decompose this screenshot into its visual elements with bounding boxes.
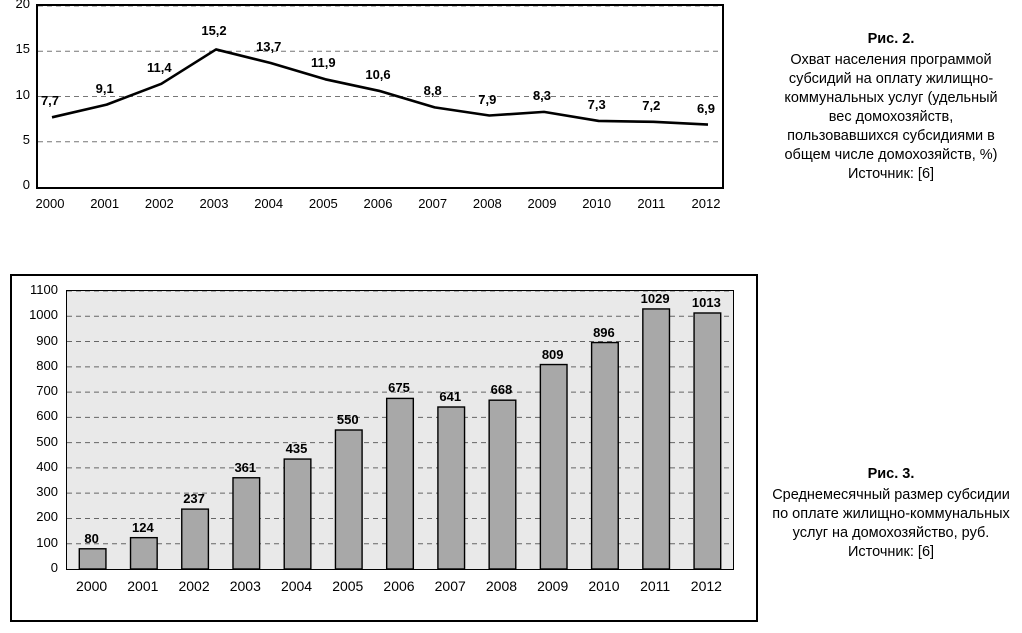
figure-2-x-tick: 2012 [691, 196, 721, 211]
figure-3-x-tick: 2006 [383, 578, 415, 594]
figure-3-y-tick: 400 [36, 458, 58, 474]
figure-3-data-label: 361 [234, 459, 257, 475]
figure-2-y-tick: 15 [15, 41, 30, 57]
figure-2-data-label: 9,1 [95, 80, 114, 96]
figure-3-data-label: 809 [541, 346, 564, 362]
figure-3-bar [182, 509, 209, 569]
figure-3-bar [79, 549, 106, 569]
figure-3-data-label: 896 [593, 324, 615, 340]
figure-2-data-label: 11,9 [311, 55, 336, 71]
figure-3-y-tick: 800 [36, 357, 58, 373]
figure-3-frame [10, 274, 758, 622]
figure-3-x-tick: 2011 [640, 578, 671, 594]
figure-2-x-tick: 2001 [90, 196, 120, 211]
figure-3-data-label: 1013 [691, 294, 721, 310]
figure-2-caption-text: Охват населения программой субсидий на оплату жилищно-коммунальных услуг (удельный вес домохозяйств, пользовавшихся субсидиями в общем числе домохозяйств, %) [784, 52, 998, 163]
figure-2-x-tick: 2007 [418, 196, 448, 211]
figure-3-data-label: 124 [131, 519, 154, 535]
figure-2-svg [38, 6, 722, 187]
figure-2-caption [772, 30, 1010, 184]
figure-3-bar [643, 309, 670, 569]
figure-3-bar [131, 538, 158, 569]
figure-2-x-tick: 2003 [199, 196, 229, 211]
figure-2-y-tick: 20 [15, 0, 30, 11]
figure-2-x-tick: 2002 [144, 196, 174, 211]
figure-3-data-label: 668 [490, 382, 513, 398]
figure-3-x-tick: 2000 [76, 578, 108, 594]
figure-3-y-tick: 0 [50, 560, 58, 575]
figure-2-x-tick: 2010 [582, 196, 612, 211]
figure-2-x-tick: 2008 [472, 196, 502, 211]
figure-2-plot-area [36, 4, 724, 189]
figure-2-y-tick: 5 [22, 131, 30, 147]
figure-2-data-label: 6,9 [696, 100, 716, 116]
figure-3-bar [489, 400, 516, 569]
figure-3-y-tick: 600 [36, 408, 58, 424]
figure-3-data-label: 1029 [640, 290, 670, 306]
figure-3-bar [438, 407, 465, 569]
figure-3-data-label: 550 [336, 412, 359, 427]
figure-3-bar [284, 459, 311, 569]
figure-3-y-tick: 200 [36, 509, 58, 525]
figure-3-x-tick: 2001 [127, 578, 159, 594]
figure-3-y-tick: 700 [36, 383, 58, 399]
figure-2-x-tick: 2005 [308, 196, 338, 211]
figure-3-x-tick: 2007 [434, 578, 466, 594]
figure-2-x-tick: 2006 [363, 196, 393, 211]
figure-2-data-label: 10,6 [365, 67, 391, 83]
figure-3-caption-text: Среднемесячный размер субсидии по оплате жилищно-коммунальных услуг на домохозяйство, руб. [772, 487, 1010, 541]
figure-3-chart [0, 268, 760, 626]
figure-2-data-label: 11,4 [147, 59, 172, 75]
figure-2-y-tick: 0 [22, 177, 30, 192]
figure-3-x-tick: 2002 [178, 578, 210, 594]
figure-2-data-label: 13,7 [256, 39, 282, 54]
figure-2-x-tick: 2009 [527, 196, 557, 211]
figure-3-x-tick: 2012 [690, 578, 722, 594]
figure-2-caption-title: Рис. 2. [867, 31, 915, 47]
figure-2-x-tick: 2000 [35, 196, 65, 211]
figure-2-x-tick: 2011 [637, 196, 666, 211]
figure-3-x-tick: 2009 [537, 578, 569, 594]
figure-3-x-tick: 2003 [229, 578, 261, 594]
figure-3-x-tick: 2005 [332, 578, 364, 594]
figure-2-data-label: 7,7 [40, 93, 60, 109]
figure-3-caption-title: Рис. 3. [867, 466, 915, 482]
figure-2-data-label: 7,2 [642, 97, 661, 113]
figure-3-data-label: 641 [439, 389, 462, 404]
figure-3-y-tick: 500 [36, 433, 58, 449]
figure-2-data-label: 7,9 [478, 91, 497, 107]
figure-3-bar [233, 478, 260, 569]
figure-3-y-tick: 900 [36, 332, 58, 348]
figure-2-chart [0, 0, 760, 225]
figure-2-x-tick: 2004 [254, 196, 284, 211]
figure-3-data-label: 237 [183, 491, 205, 507]
figure-3-bar [335, 430, 362, 569]
figure-3-x-tick: 2008 [485, 578, 518, 594]
figure-2-data-label: 8,8 [423, 83, 442, 99]
figure-3-bar [694, 313, 721, 569]
figure-2-caption-source: Источник: [6] [847, 166, 935, 182]
figure-3-y-tick: 100 [36, 534, 58, 550]
figure-3-data-label: 80 [84, 530, 99, 546]
figure-3-x-tick: 2004 [280, 578, 313, 594]
figure-3-y-tick: 1000 [29, 307, 58, 323]
figure-3-bar [540, 365, 567, 569]
figure-3-caption-source: Источник: [6] [847, 544, 935, 560]
figure-3-x-tick: 2010 [588, 578, 620, 594]
figure-2-y-tick: 10 [15, 86, 30, 102]
figure-2-data-label: 15,2 [201, 23, 227, 39]
figure-2-data-label: 8,3 [532, 87, 552, 103]
figure-2-data-label: 7,3 [587, 96, 606, 112]
figure-3-y-tick: 300 [36, 484, 58, 500]
figure-3-data-label: 675 [388, 380, 410, 396]
figure-3-bar [592, 343, 619, 569]
figure-3-data-label: 435 [285, 441, 308, 457]
figure-3-bar-series [79, 309, 720, 569]
figure-3-caption [772, 465, 1010, 562]
figure-3-y-tick: 1100 [30, 282, 58, 297]
figure-3-bar [387, 398, 414, 569]
